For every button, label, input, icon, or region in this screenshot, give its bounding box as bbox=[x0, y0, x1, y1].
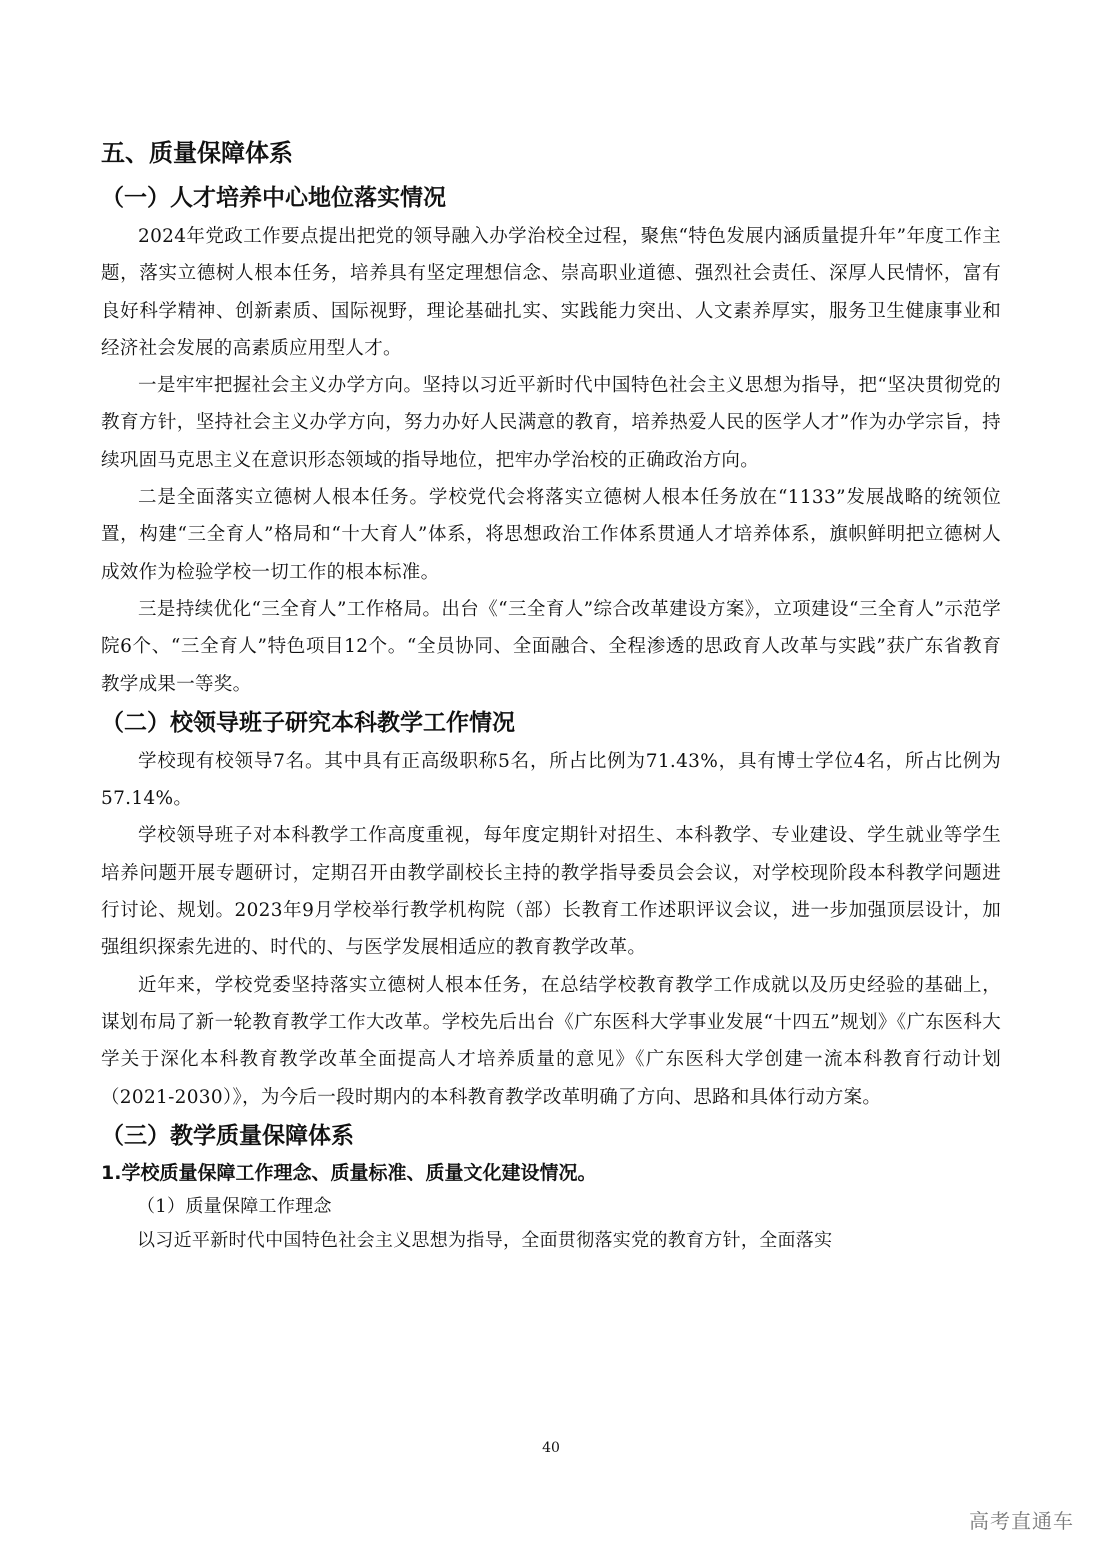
paragraph: 以习近平新时代中国特色社会主义思想为指导，全面贯彻落实党的教育方针，全面落实 bbox=[137, 1229, 833, 1251]
paragraph: 一是牢牢把握社会主义办学方向。坚持以习近平新时代中国特色社会主义思想为指导，把“坚决贯彻党的教育方针，坚持社会主义办学方向，努力办好人民满意的教育，培养热爱人民的医学人才”作为办学宗旨，持续巩固马克思主义在意识形态领域的指导地位，把牢办学治校的正确政治方向。 bbox=[101, 375, 1001, 471]
paragraph: 2024年党政工作要点提出把党的领导融入办学治校全过程，聚焦“特色发展内涵质量提升年”年度工作主题，落实立德树人根本任务，培养具有坚定理想信念、崇高职业道德、强烈社会责任、深厚人民情怀，富有良好科学精神、创新素质、国际视野，理论基础扎实、实践能力突出、人文素养厚实，服务卫生健康事业和经济社会发展的高素质应用型人才。 bbox=[101, 226, 1001, 359]
page-number: 40 bbox=[542, 1440, 560, 1456]
section-title: 五、质量保障体系 bbox=[101, 139, 293, 167]
item-title: 1.学校质量保障工作理念、质量标准、质量文化建设情况。 bbox=[101, 1161, 597, 1184]
paragraph: 二是全面落实立德树人根本任务。学校党代会将落实立德树人根本任务放在“1133”发展战略的统领位置，构建“三全育人”格局和“十大育人”体系，将思想政治工作体系贯通人才培养体系，旗帜鲜明把立德树人成效作为检验学校一切工作的根本标准。 bbox=[101, 487, 1001, 583]
paragraph: 近年来，学校党委坚持落实立德树人根本任务，在总结学校教育教学工作成就以及历史经验的基础上，谋划布局了新一轮教育教学工作大改革。学校先后出台《广东医科大学事业发展“十四五”规划》《广东医科大学关于深化本科教育教学改革全面提高人才培养质量的意见》《广东医科大学创建一流本科教育行动计划（2021-2030）》，为今后一段时期内的本科教育教学改革明确了方向、思路和具体行动方案。 bbox=[101, 974, 1001, 1108]
paragraph: 学校现有校领导7名。其中具有正高级职称5名，所占比例为71.43%，具有博士学位4名，所占比例为57.14%。 bbox=[101, 750, 1001, 810]
subsection-title-2: （二）校领导班子研究本科教学工作情况 bbox=[101, 709, 515, 736]
paragraph: 学校领导班子对本科教学工作高度重视，每年度定期针对招生、本科教学、专业建设、学生就业等学生培养问题开展专题研讨，定期召开由教学副校长主持的教学指导委员会会议，对学校现阶段本科教学问题进行讨论、规划。2023年9月学校举行教学机构院（部）长教育工作述职评议会议，进一步加强顶层设计，加强组织探索先进的、时代的、与医学发展相适应的教育教学改革。 bbox=[101, 825, 1001, 959]
watermark: 高考直通车 bbox=[969, 1509, 1074, 1533]
item-subtitle: （1）质量保障工作理念 bbox=[137, 1195, 332, 1217]
document-body bbox=[101, 128, 1001, 1258]
subsection-title-1: （一）人才培养中心地位落实情况 bbox=[101, 185, 446, 211]
subsection-title-3: （三）教学质量保障体系 bbox=[101, 1122, 354, 1149]
paragraph: 三是持续优化“三全育人”工作格局。出台《“三全育人”综合改革建设方案》，立项建设“三全育人”示范学院6个、“三全育人”特色项目12个。“全员协同、全面融合、全程渗透的思政育人改革与实践”获广东省教育教学成果一等奖。 bbox=[101, 598, 1001, 695]
